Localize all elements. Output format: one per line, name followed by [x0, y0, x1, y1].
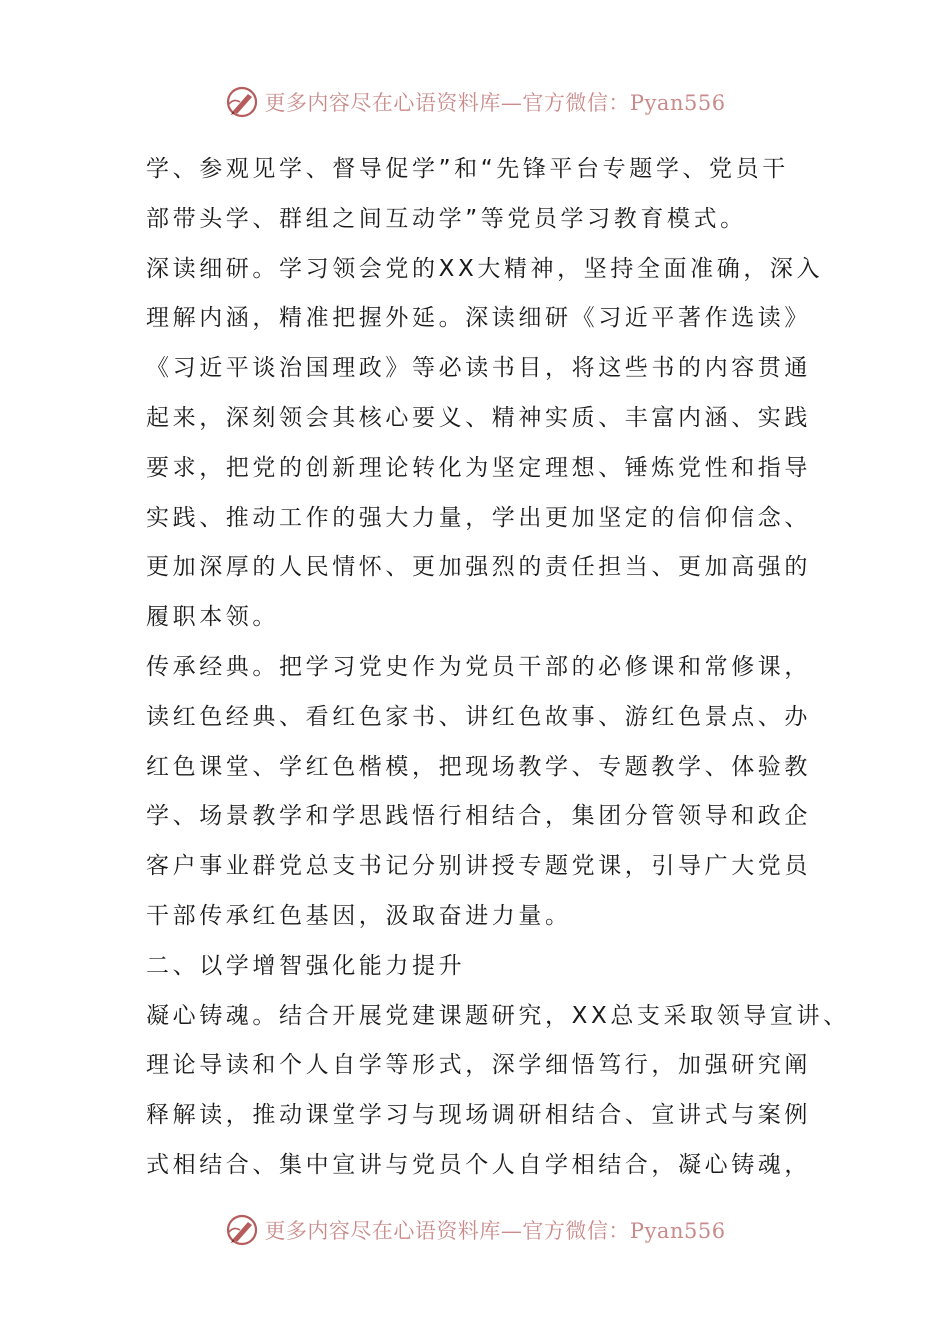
pen-in-circle-logo-icon: [224, 1212, 260, 1248]
body-line: 履职本领。: [146, 604, 279, 631]
body-line: 《习近平谈治国理政》等必读书目，将这些书的内容贯通: [146, 355, 811, 382]
body-line: 学、参观见学、督导促学”和“先锋平台专题学、党员干: [146, 156, 789, 182]
body-line: 理论导读和个人自学等形式，深学细悟笃行，加强研究阐: [146, 1052, 811, 1079]
body-line: 干部传承红色基因，汲取奋进力量。: [146, 902, 572, 929]
body-line: 实践、推动工作的强大力量，学出更加坚定的信仰信念、: [146, 504, 811, 531]
body-line: 传承经典。把学习党史作为党员干部的必修课和常修课，: [146, 653, 811, 680]
footer-banner: [0, 1210, 950, 1250]
body-line: 释解读，推动课堂学习与现场调研相结合、宣讲式与案例: [146, 1102, 811, 1129]
header-banner: [0, 82, 950, 122]
body-line: 更加深厚的人民情怀、更加强烈的责任担当、更加高强的: [146, 554, 811, 581]
footer-banner-text: 更多内容尽在心语资料库—官方微信：Pyan556: [264, 1219, 726, 1243]
pen-in-circle-logo-icon: [224, 84, 260, 120]
body-line: 理解内涵，精准把握外延。深读细研《习近平著作选读》: [146, 305, 811, 332]
body-line: 深读细研。学习领会党的XX大精神，坚持全面准确，深入: [146, 255, 824, 282]
body-line: 读红色经典、看红色家书、讲红色故事、游红色景点、办: [146, 703, 811, 730]
body-line: 客户事业群党总支书记分别讲授专题党课，引导广大党员: [146, 853, 811, 880]
body-line: 红色课堂、学红色楷模，把现场教学、专题教学、体验教: [146, 753, 811, 780]
body-line: 部带头学、群组之间互动学”等党员学习教育模式。: [146, 205, 747, 232]
body-line: 要求，把党的创新理论转化为坚定理想、锤炼党性和指导: [146, 454, 811, 481]
body-line: 式相结合、集中宣讲与党员个人自学相结合，凝心铸魂，: [146, 1151, 811, 1178]
header-banner-text: 更多内容尽在心语资料库—官方微信：Pyan556: [264, 91, 726, 115]
section-heading: 二、以学增智强化能力提升: [146, 952, 466, 979]
document-body: [146, 145, 850, 1191]
body-line: 起来，深刻领会其核心要义、精神实质、丰富内涵、实践: [146, 404, 811, 431]
body-line: 凝心铸魂。结合开展党建课题研究，XX总支采取领导宣讲、: [146, 1002, 850, 1029]
body-line: 学、场景教学和学思践悟行相结合，集团分管领导和政企: [146, 803, 811, 830]
